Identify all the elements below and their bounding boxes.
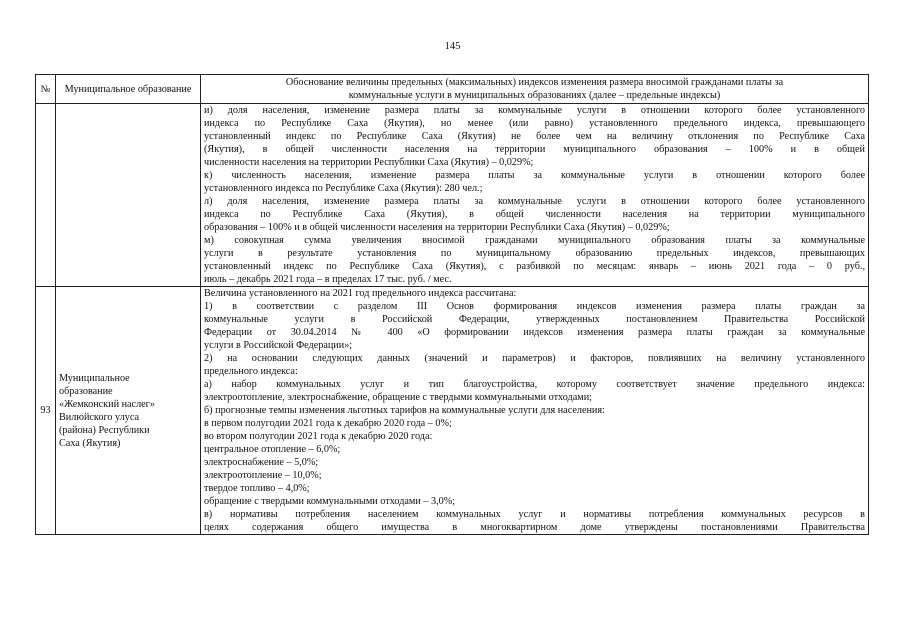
text-line: электроснабжение – 5,0%; xyxy=(204,457,319,468)
municipality-name-line: Вилюйского улуса xyxy=(59,411,139,423)
text-line: твердое топливо – 4,0%; xyxy=(204,483,310,494)
justification-cell xyxy=(201,104,869,287)
table-header-row xyxy=(36,75,869,104)
text-line: и) доля населения, изменение размера платы за коммунальные услуги в отношении которого более установленного xyxy=(204,105,865,116)
municipality-name-line: «Жемконский наслег» xyxy=(59,398,155,410)
municipality-cell xyxy=(56,287,201,535)
text-line: 2) на основании следующих данных (значений и параметров) и факторов, повлиявших на величину установленного xyxy=(204,353,865,364)
text-line: образования – 100% и в общей численности населения на территории Республики Саха (Якутия) – 0,029%; xyxy=(204,222,670,233)
text-line: предельного индекса: xyxy=(204,366,298,377)
justification-table xyxy=(35,74,869,535)
text-line: центральное отопление – 6,0%; xyxy=(204,444,341,455)
text-line: во втором полугодии 2021 года к декабрю 2020 года: xyxy=(204,431,433,442)
text-line: обращение с твердыми коммунальными отходами – 3,0%; xyxy=(204,496,456,507)
text-line: индекса по Республике Саха (Якутия), но менее (или равно) установленного предельного индекса, превышающего xyxy=(204,118,865,129)
text-line: установленного индекса по Республике Саха (Якутия): 280 чел.; xyxy=(204,183,483,194)
text-line: к) численность населения, изменение размера платы за коммунальные услуги в отношении которого более xyxy=(204,170,865,181)
text-line: индекса по Республике Саха (Якутия), в общей численности населения на территории муниципального xyxy=(204,209,865,220)
text-line: установленный индекс по Республике Саха (Якутия), с разбивкой по месяцам: январь – июнь 2021 года – 0 руб., xyxy=(204,261,865,272)
text-line: установленный индекс по Республике Саха (Якутия) не более чем на величину отклонения по Республике Саха xyxy=(204,131,865,142)
text-line: Величина установленного на 2021 год предельного индекса рассчитана: xyxy=(204,288,517,299)
row-number-cell: 93 xyxy=(36,287,56,535)
text-line: б) прогнозные темпы изменения льготных тарифов на коммунальные услуги для населения: xyxy=(204,405,605,416)
text-line: целях содержания общего имущества в многоквартирном доме утверждены постановлениями Правительства xyxy=(204,522,865,533)
text-line: л) доля населения, изменение размера платы за коммунальные услуги в отношении которого более установленного xyxy=(204,196,865,207)
table-row xyxy=(36,104,869,287)
municipality-name-line: Муниципальное xyxy=(59,372,130,384)
text-line: в первом полугодии 2021 года к декабрю 2020 года – 0%; xyxy=(204,418,452,429)
justification-cell xyxy=(201,287,869,535)
table-row xyxy=(36,287,869,535)
text-line: услуги в Российской Федерации»; xyxy=(204,340,353,351)
header-justification-line: Обоснование величины предельных (максимальных) индексов изменения размера вносимой гражданами платы за xyxy=(285,77,784,88)
header-municipality: Муниципальное образование xyxy=(56,75,201,104)
text-line: 1) в соответствии с разделом III Основ формирования индексов изменения размера платы граждан за xyxy=(204,301,865,312)
text-line: электроотопление, электроснабжение, обращение с твердыми коммунальными отходами; xyxy=(204,392,592,403)
text-line: коммунальные услуги в Российской Федерации, утвержденных постановлением Правительства Российской xyxy=(204,314,865,325)
text-line: а) набор коммунальных услуг и тип благоустройства, которому соответствует значение предельного индекса: xyxy=(204,379,865,390)
header-justification-line: коммунальные услуги в муниципальных образованиях (далее – предельные индексы) xyxy=(348,90,721,101)
text-line: Федерации от 30.04.2014 № 400 «О формировании индексов изменения размера платы граждан за коммунальные xyxy=(204,327,865,338)
text-line: электроотопление – 10,0%; xyxy=(204,470,322,481)
text-line: численности населения на территории Республики Саха (Якутия) – 0,029%; xyxy=(204,157,534,168)
page-number: 145 xyxy=(444,41,461,52)
header-number: № xyxy=(36,75,56,104)
text-line: услуги в результате установления по муниципальному образованию предельных индексов, превышающих xyxy=(204,248,865,259)
row-number-cell xyxy=(36,104,56,287)
municipality-name-line: Саха (Якутия) xyxy=(59,437,121,449)
municipality-name-line: (района) Республики xyxy=(59,424,150,436)
municipality-cell xyxy=(56,104,201,287)
text-line: июль – декабрь 2021 года – в пределах 17 тыс. руб. / мес. xyxy=(204,274,452,285)
text-line: м) совокупная сумма увеличения вносимой гражданами муниципального образования платы за коммунальные xyxy=(204,235,865,246)
text-line: (Якутия), в общей численности населения на территории муниципального образования – 100% и в общей xyxy=(204,144,865,155)
header-justification xyxy=(201,75,869,104)
municipality-name-line: образование xyxy=(59,385,113,397)
text-line: в) нормативы потребления населением коммунальных услуг и нормативы потребления коммунальных ресурсов в xyxy=(204,509,865,520)
